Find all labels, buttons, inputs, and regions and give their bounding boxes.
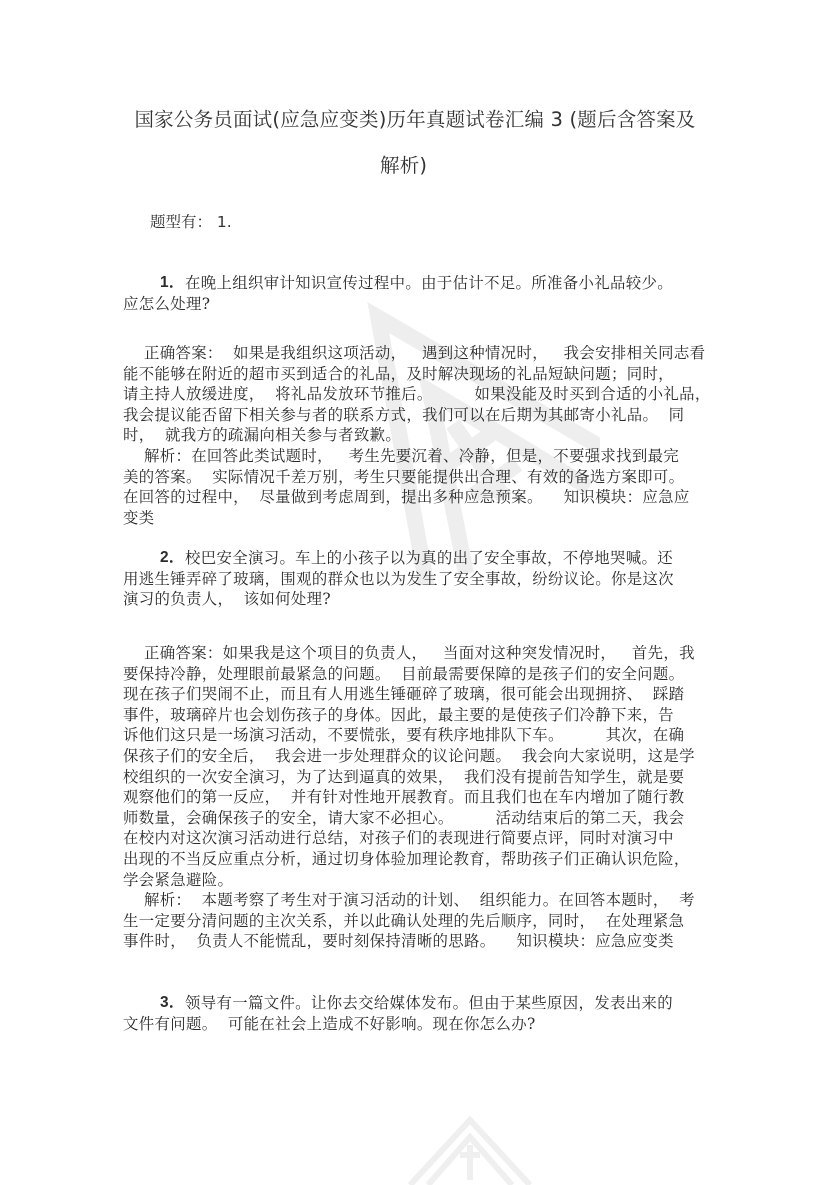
answer-line: 学会紧急避险。 — [123, 870, 234, 889]
question-types-label: 题型有： 1. — [150, 213, 232, 231]
answer-line: 在校内对这次演习活动进行总结，对孩子们的表现进行简要点评，同时对演习中 — [123, 829, 674, 848]
answer-2 — [123, 643, 723, 890]
question-number: 2． — [160, 549, 185, 566]
answer-line: 要保持冷静，处理眼前最紧急的问题。 目前最需要保障的是孩子们的安全问题。 — [123, 664, 685, 683]
analysis-line: 美的答案。 实际情况千差万别，考生只要能提供出合理、有效的备选方案即可。 — [123, 467, 685, 486]
question-3 — [123, 993, 723, 1034]
analysis-1 — [123, 446, 723, 528]
question-text-line: 用逃生锤弄碎了玻璃，围观的群众也以为发生了安全事故，纷纷议论。你是这次 — [123, 569, 674, 588]
analysis-line: 解析： 本题考察了考生对于演习活动的计划、 组织能力。在回答本题时， 考 — [123, 891, 695, 909]
answer-line: 诉他们这只是一场演习活动，不要慌张，要有秩序地排队下车。 其次，在确 — [123, 726, 685, 745]
question-text-line: 文件有问题。 可能在社会上造成不好影响。现在你怎么办? — [123, 1014, 536, 1033]
answer-line: 请主持人放缓进度， 将礼品发放环节推后。 如果没能及时买到合适的小礼品， — [123, 385, 711, 404]
answer-1 — [123, 343, 723, 446]
question-number: 3． — [160, 994, 185, 1011]
question-2 — [123, 548, 723, 610]
question-text-line: 在晚上组织审计知识宣传过程中。由于估计不足。所准备小礼品较少。 — [185, 274, 673, 292]
answer-line: 现在孩子们哭闹不止，而且有人用逃生锤砸碎了玻璃，很可能会出现拥挤、 踩踏 — [123, 685, 685, 704]
answer-line: 正确答案： 如果是我组织这项活动， 遇到这种情况时， 我会安排相关同志看 — [123, 344, 706, 362]
answer-line: 能不能够在附近的超市买到适合的礼品，及时解决现场的礼品短缺问题；同时， — [123, 364, 674, 383]
answer-line: 我会提议能否留下相关参与者的联系方式，我们可以在后期为其邮寄小礼品。 同 — [123, 405, 685, 424]
question-1 — [123, 273, 723, 314]
answer-line: 观察他们的第一反应， 并有针对性地开展教育。而且我们也在车内增加了随行教 — [123, 788, 685, 807]
analysis-line: 事件时， 负责人不能慌乱，要时刻保持清晰的思路。 知识模块：应急应变类 — [123, 932, 674, 951]
document-title-line2: 解析) — [380, 154, 428, 177]
answer-line: 师数量，会确保孩子的安全，请大家不必担心。 活动结束后的第二天，我会 — [123, 808, 685, 827]
question-number: 1． — [160, 274, 185, 291]
question-text-line: 演习的负责人， 该如何处理? — [123, 590, 331, 609]
analysis-line: 在回答的过程中， 尽量做到考虑周到，提出多种应急预案。 知识模块：应急应 — [123, 488, 690, 507]
answer-line: 出现的不当反应重点分析，通过切身体验加理论教育，帮助孩子们正确认识危险， — [123, 849, 690, 868]
question-text-line: 应怎么处理? — [123, 294, 211, 313]
analysis-line: 生一定要分清问题的主次关系，并以此确认处理的先后顺序，同时， 在处理紧急 — [123, 911, 685, 930]
answer-line: 事件，玻璃碎片也会划伤孩子的身体。因此，最主要的是使孩子们冷静下来，告 — [123, 705, 674, 724]
answer-line: 时， 就我方的疏漏向相关参与者致歉。 — [123, 426, 402, 445]
question-text-line: 校巴安全演习。车上的小孩子以为真的出了安全事故，不停地哭喊。还 — [185, 549, 673, 567]
answer-line: 保孩子们的安全后， 我会进一步处理群众的议论问题。 我会向大家说明，这是学 — [123, 746, 695, 765]
answer-line: 校组织的一次安全演习，为了达到逼真的效果， 我们没有提前告知学生，就是要 — [123, 767, 685, 786]
analysis-2 — [123, 890, 723, 952]
analysis-line: 解析：在回答此类试题时， 考生先要沉着、冷静，但是，不要强求找到最完 — [123, 447, 680, 465]
document-title-line1: 国家公务员面试(应急应变类)历年真题试卷汇编 3 (题后含答案及 — [134, 108, 696, 131]
analysis-line: 变类 — [123, 508, 155, 527]
answer-line: 正确答案：如果我是这个项目的负责人， 当面对这种突发情况时， 首先，我 — [123, 644, 695, 662]
question-text-line: 领导有一篇文件。让你去交给媒体发布。但由于某些原因，发表出来的 — [185, 994, 673, 1012]
